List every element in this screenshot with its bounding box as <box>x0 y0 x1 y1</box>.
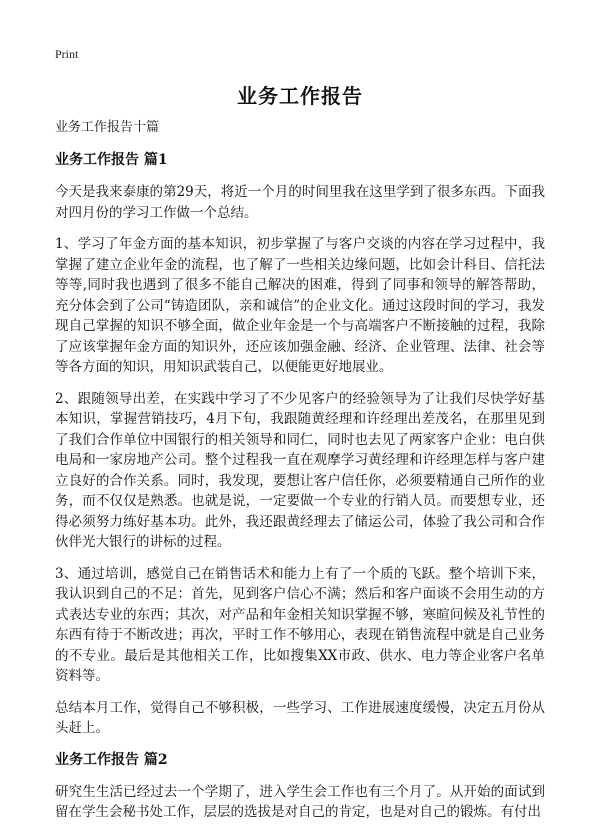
print-label: Print <box>55 47 79 61</box>
document-body <box>55 118 545 834</box>
document-subtitle: 业务工作报告十篇 <box>55 120 160 135</box>
paragraph: 总结本月工作，觉得自己不够积极，一些学习、工作进展速度缓慢，决定五月份从头赶上。 <box>55 699 545 736</box>
section-heading-2: 业务工作报告 篇2 <box>55 751 168 768</box>
paragraph: 3、通过培训，感觉自己在销售话术和能力上有了一个质的飞跃。整个培训下来，我认识到自己的不足：首先，见到客户信心不满；然后和客户面谈不会用生动的方式表达专业的东西；其次，对产品和年金相关知识掌握不够，寒暄问候及礼节性的东西有待于不断改进；再次，平时工作不够用心，表现在销售流程中就是自己业务的不专业。最后是其他相关工作，比如搜集XX市政、供水、电力等企业客户名单资料等。 <box>55 565 545 684</box>
paragraph: 今天是我来泰康的第29天，将近一个月的时间里我在这里学到了很多东西。下面我对四月份的学习工作做一个总结。 <box>55 184 545 221</box>
section-heading-1: 业务工作报告 篇1 <box>55 152 168 168</box>
paragraph: 1、学习了年金方面的基本知识，初步掌握了与客户交谈的内容在学习过程中，我掌握了建立企业年金的流程，也了解了一些相关边缘问题，比如会计科目、信托法等等,同时我也遇到了很多不能自己解决的困难，得到了同事和领导的解答帮助，充分体会到了公司“铸造团队，亲和诚信”的企业文化。通过这段时间的学习，我发现自己掌握的知识不够全面，做企业年金是一个与高端客户不断接触的过程，我除了应该掌握年金方面的知识外，还应该加强金融、经济、企业管理、法律、社会等等各方面的知识，用知识武装自己，以便能更好地展业。 <box>55 236 545 375</box>
paragraph: 研究生生活已经过去一个学期了，进入学生会工作也有三个月了。从开始的面试到留在学生会秘书处工作，层层的选拔是对自己的肯定，也是对自己的锻炼。有付出 <box>55 783 545 820</box>
document-title: 业务工作报告 <box>237 84 363 108</box>
paragraph: 2、跟随领导出差，在实践中学习了不少见客户的经验领导为了让我们尽快学好基本知识，掌握营销技巧，4月下旬，我跟随黄经理和许经理出差茂名，在那里见到了我们合作单位中国银行的相关领导和同仁，同时也去见了两家客户企业：电白供电局和一家房地产公司。整个过程我一直在观摩学习黄经理和许经理怎样与客户建立良好的合作关系。同时，我发现，要想让客户信任你，必须要精通自己所作的业务，而不仅仅是熟悉。也就是说，一定要做一个专业的行销人员。而要想专业，还得必须努力练好基本功。此外，我还跟黄经理去了储运公司，体验了我公司和合作伙伴光大银行的讲标的过程。 <box>55 390 545 550</box>
